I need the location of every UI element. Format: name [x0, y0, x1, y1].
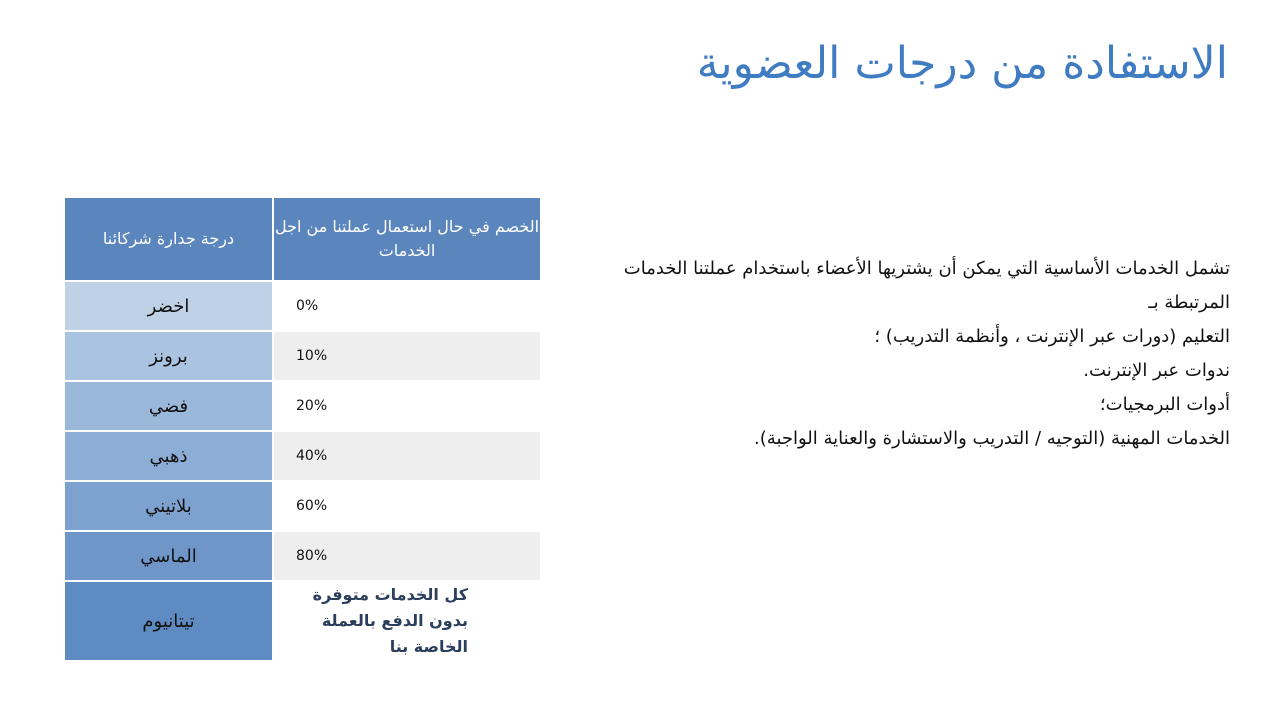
tier-name: برونز — [64, 331, 273, 381]
body-line: الخدمات المهنية (التوجيه / التدريب والاستشارة والعناية الواجبة). — [754, 428, 1230, 449]
tier-name: تيتانيوم — [64, 581, 273, 661]
tier-discount: 80% — [273, 531, 541, 581]
tier-discount: 60% — [273, 481, 541, 531]
body-line: التعليم (دورات عبر الإنترنت ، وأنظمة التدريب) ؛ — [874, 326, 1230, 347]
body-line: أدوات البرمجيات؛ — [1099, 394, 1230, 415]
table-header-row — [64, 197, 541, 281]
services-description — [590, 252, 1230, 456]
table-row — [64, 531, 541, 581]
slide-title: الاستفادة من درجات العضوية — [696, 38, 1228, 89]
table-row — [64, 331, 541, 381]
membership-tiers-table — [63, 196, 542, 662]
table-row — [64, 481, 541, 531]
tier-column-header: درجة جدارة شركائنا — [64, 197, 273, 281]
tier-name: فضي — [64, 381, 273, 431]
body-line: تشمل الخدمات الأساسية التي يمكن أن يشتريها الأعضاء باستخدام عملتنا الخدمات المرتبطة بـ — [623, 258, 1230, 313]
tier-discount: 20% — [273, 381, 541, 431]
table-row — [64, 281, 541, 331]
tier-name: اخضر — [64, 281, 273, 331]
tier-discount: 0% — [273, 281, 541, 331]
tier-name: الماسي — [64, 531, 273, 581]
tier-name: بلاتيني — [64, 481, 273, 531]
discount-column-header: الخصم في حال استعمال عملتنا من اجل الخدمات — [273, 197, 541, 281]
table-row — [64, 431, 541, 481]
tier-discount: 10% — [273, 331, 541, 381]
tier-discount: 40% — [273, 431, 541, 481]
tier-discount: كل الخدمات متوفرة بدون الدفع بالعملة الخاصة بنا — [273, 581, 541, 661]
table-row — [64, 381, 541, 431]
table-row — [64, 581, 541, 661]
body-line: ندوات عبر الإنترنت. — [1083, 360, 1230, 381]
tier-name: ذهبي — [64, 431, 273, 481]
